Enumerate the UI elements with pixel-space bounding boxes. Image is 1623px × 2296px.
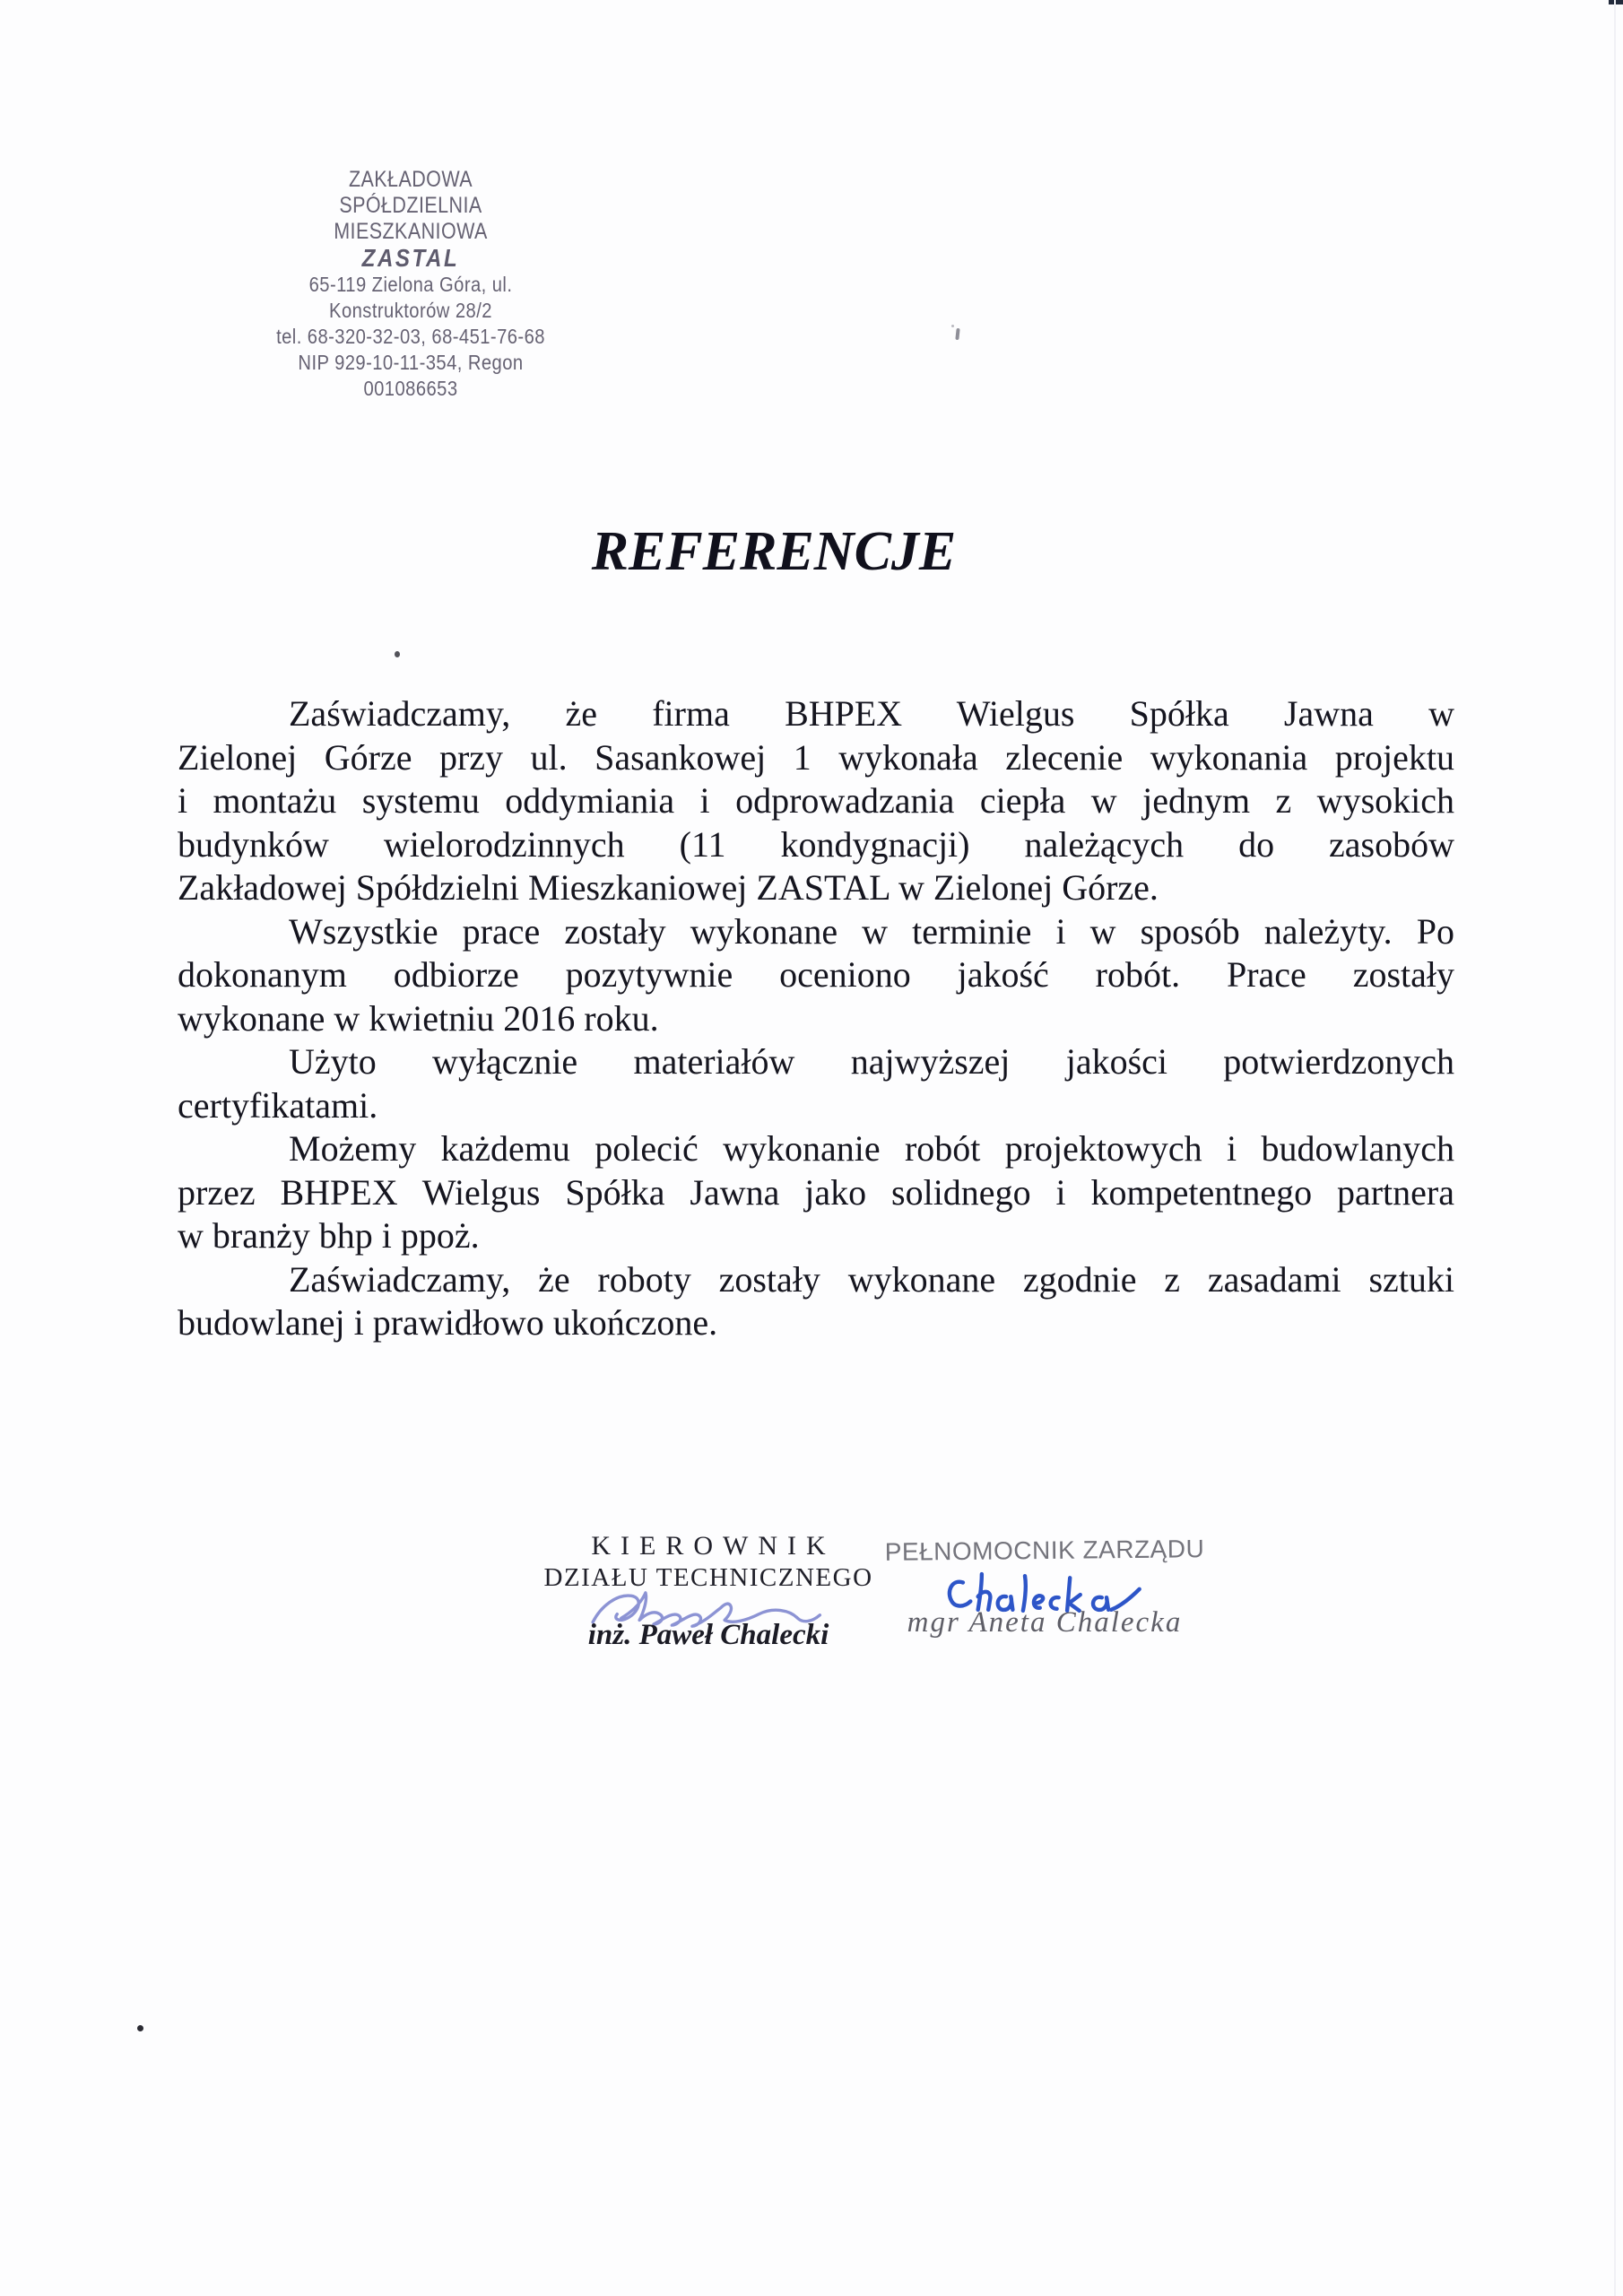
body-line: Zakładowej Spółdzielni Mieszkaniowej ZASTAL w Zielonej Górze.: [178, 867, 1159, 908]
signature-right-role: PEŁNOMOCNIK ZARZĄDU: [884, 1535, 1205, 1566]
signature-left-role-line2: DZIAŁU TECHNICZNEGO: [543, 1563, 873, 1592]
signature-block-right: [883, 1535, 1206, 1639]
body-line: Użyto wyłącznie materiałów najwyższej jakości potwierdzonych: [289, 1041, 1454, 1082]
body-line: Zaświadczamy, że firma BHPEX Wielgus Spółka Jawna w: [289, 693, 1454, 734]
letterhead-stamp: [265, 167, 558, 402]
body-line: dokonanym odbiorze pozytywnie oceniono jakość robót. Prace zostały: [178, 954, 1454, 995]
scan-edge-line: [1614, 0, 1616, 2296]
letter-body: [178, 692, 1454, 1345]
letterhead-org-line1: ZAKŁADOWA: [348, 167, 473, 192]
body-line: Wszystkie prace zostały wykonane w terminie i w sposób należyty. Po: [289, 910, 1454, 952]
scan-speck: [395, 651, 400, 657]
body-line: budynków wielorodzinnych (11 kondygnacji) należących do zasobów: [178, 823, 1454, 865]
body-line: w branży bhp i ppoż.: [178, 1215, 480, 1256]
letterhead-org-line2: SPÓŁDZIELNIA MIESZKANIOWA: [334, 193, 488, 244]
signature-right-name: mgr Aneta Chalecka: [907, 1606, 1183, 1639]
document-title: REFERENCJE: [591, 521, 957, 582]
body-line: Zaświadczamy, że roboty zostały wykonane zgodnie z zasadami sztuki: [289, 1258, 1454, 1300]
scan-speck: [1609, 0, 1623, 4]
body-line: budowlanej i prawidłowo ukończone.: [178, 1302, 718, 1343]
body-line: certyfikatami.: [178, 1084, 378, 1126]
letterhead-phone: tel. 68-320-32-03, 68-451-76-68: [276, 325, 545, 348]
letterhead-company-name: ZASTAL: [361, 244, 460, 272]
body-line: przez BHPEX Wielgus Spółka Jawna jako solidnego i kompetentnego partnera: [178, 1171, 1454, 1213]
scan-speck: [955, 328, 959, 340]
body-line: wykonane w kwietniu 2016 roku.: [178, 997, 659, 1039]
letterhead-address: 65-119 Zielona Góra, ul. Konstruktorów 28/2: [308, 273, 513, 322]
signature-left-role-line1: KIEROWNIK: [591, 1531, 836, 1561]
scan-speck: [951, 325, 954, 327]
scan-speck: [137, 2025, 143, 2031]
signature-block-left: [538, 1530, 879, 1652]
body-line: Zielonej Górze przy ul. Sasankowej 1 wykonała zlecenie wykonania projektu: [178, 736, 1454, 778]
signature-left-name: inż. Paweł Chalecki: [587, 1619, 829, 1651]
letterhead-nip-regon: NIP 929-10-11-354, Regon 001086653: [298, 351, 524, 400]
body-line: i montażu systemu oddymiania i odprowadzania ciepła w jednym z wysokich: [178, 780, 1454, 821]
body-line: Możemy każdemu polecić wykonanie robót projektowych i budowlanych: [289, 1128, 1454, 1169]
